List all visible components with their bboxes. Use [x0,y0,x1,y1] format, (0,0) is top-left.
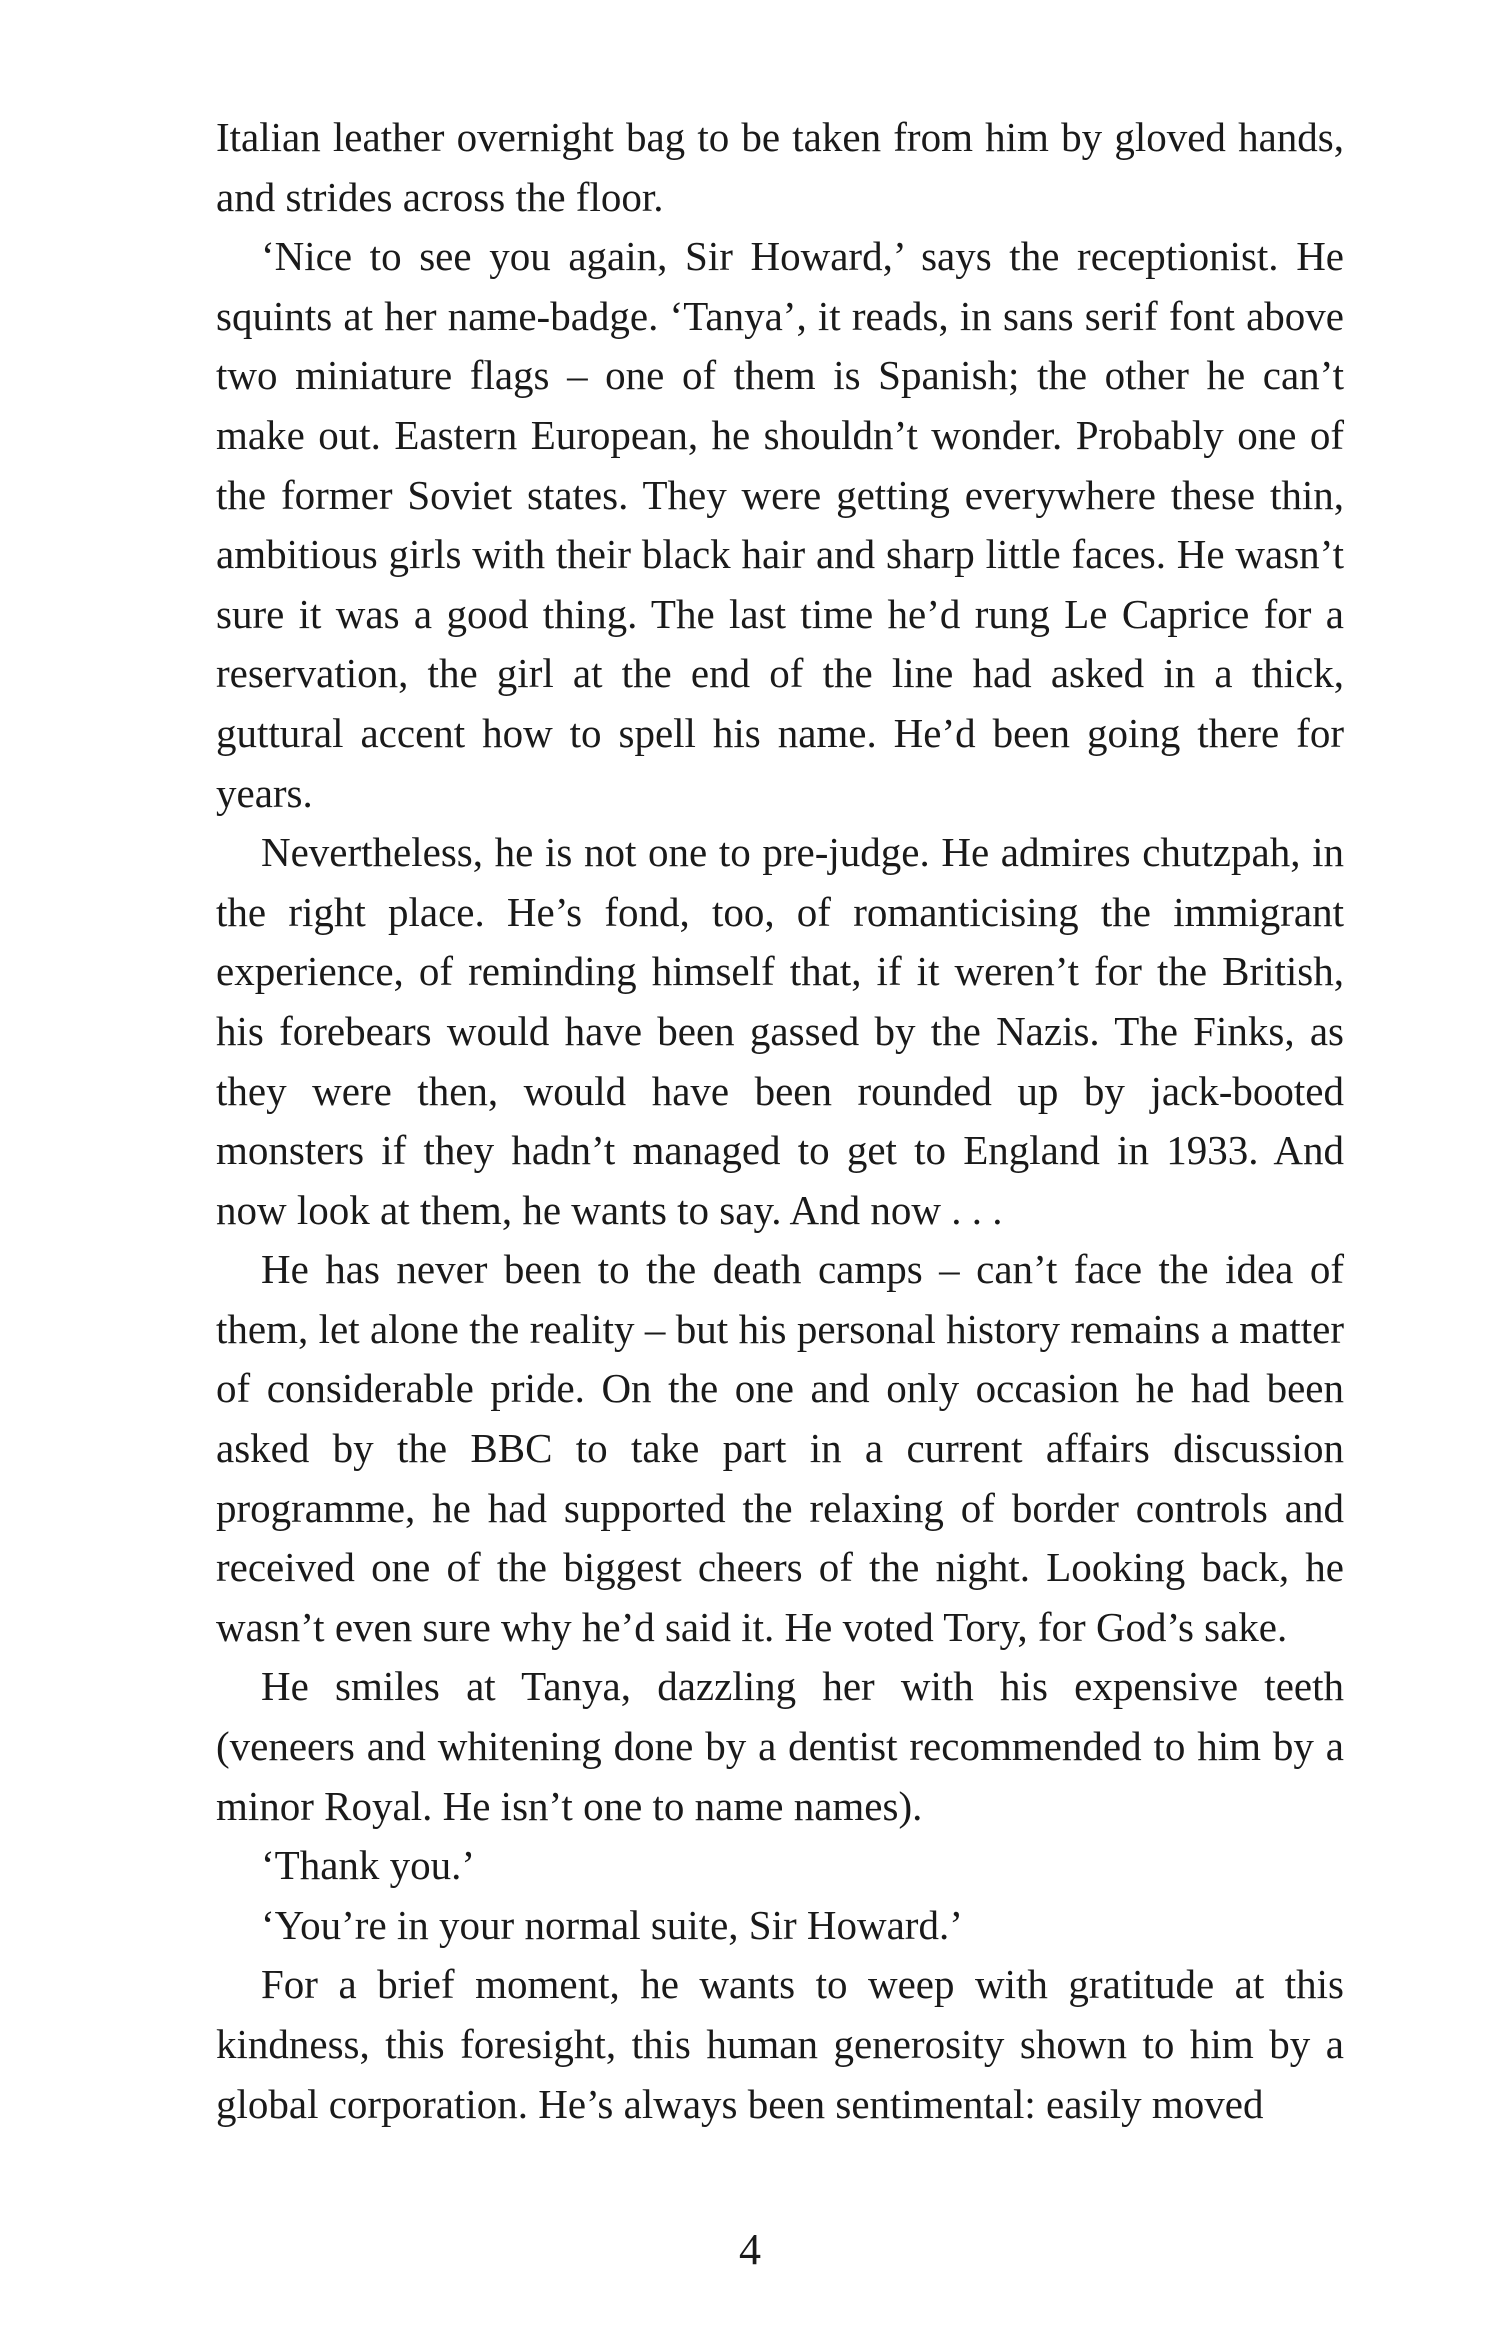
paragraph-2: ‘Nice to see you again, Sir Howard,’ says the receptionist. He squints at her name-badge. ‘Tanya’, it reads, in sans serif font above two miniature flags – one of them is Spanish; the other he can’t make out. Eastern European, he shouldn’t wonder. Probably one of the former Soviet states. They were getting everywhere these thin, ambitious girls with their black hair and sharp little faces. He wasn’t sure it was a good thing. The last time he’d rung Le Caprice for a reservation, the girl at the end of the line had asked in a thick, guttural accent how to spell his name. He’d been going there for years. [216,233,1344,816]
paragraph-8: For a brief moment, he wants to weep with gratitude at this kindness, this foresight, this human generosity shown to him by a global corporation. He’s always been sentimental: easily moved [216,1961,1344,2127]
body-text [216,108,1344,2134]
paragraph-5: He smiles at Tanya, dazzling her with his expensive teeth (veneers and whitening done by a dentist recommended to him by a minor Royal. He isn’t one to name names). [216,1663,1344,1829]
paragraph-3: Nevertheless, he is not one to pre-judge. He admires chutzpah, in the right place. He’s fond, too, of romanticising the immigrant experience, of reminding himself that, if it weren’t for the British, his forebears would have been gassed by the Nazis. The Finks, as they were then, would have been rounded up by jack-booted monsters if they hadn’t managed to get to England in 1933. And now look at them, he wants to say. And now . . . [216,829,1344,1233]
paragraph-7: ‘You’re in your normal suite, Sir Howard.’ [261,1901,963,1948]
paragraph-1: Italian leather overnight bag to be taken from him by gloved hands, and strides across the floor. [216,114,1344,220]
paragraph-4: He has never been to the death camps – can’t face the idea of them, let alone the reality – but his personal history remains a matter of considerable pride. On the one and only occasion he had been asked by the BBC to take part in a current affairs discussion programme, he had supported the relaxing of border controls and received one of the biggest cheers of the night. Looking back, he wasn’t even sure why he’d said it. He voted Tory, for God’s sake. [216,1246,1344,1650]
paragraph-6: ‘Thank you.’ [261,1842,476,1889]
page-number: 4 [739,2225,761,2274]
